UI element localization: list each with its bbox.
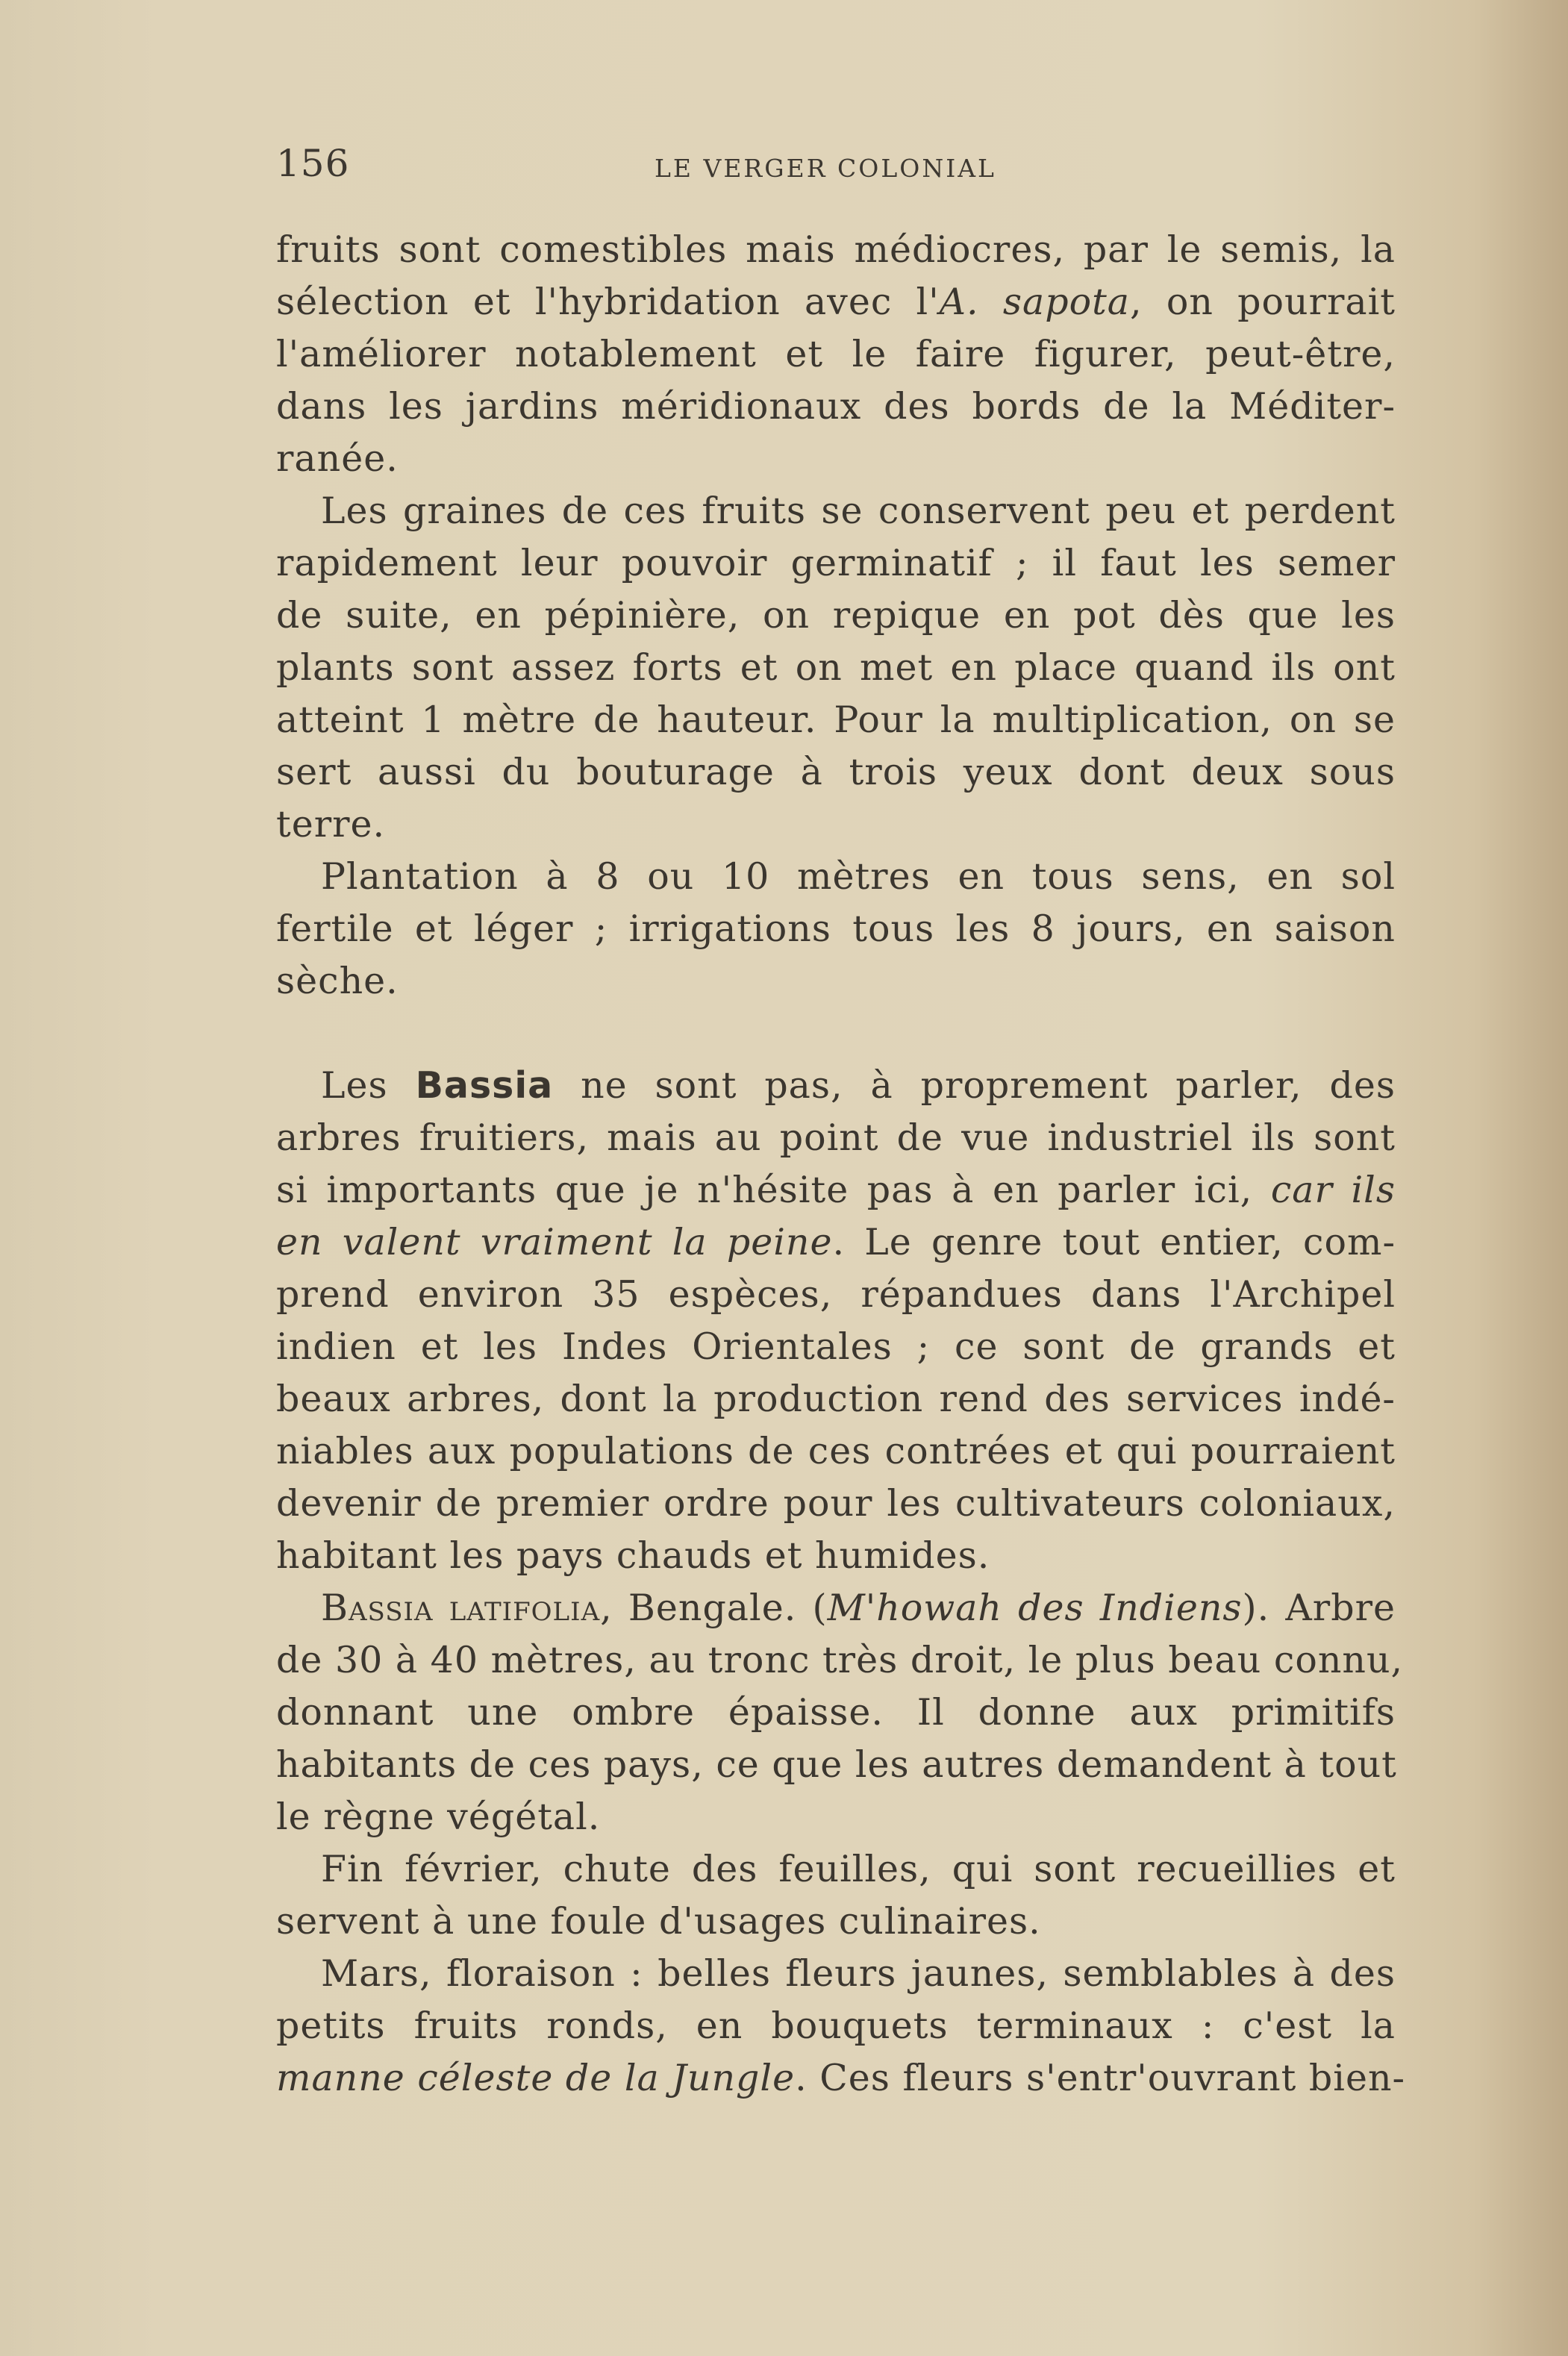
text-line: l'améliorer notablement et le faire figurer, peut-être, [276,333,1396,375]
text-line: beaux arbres, dont la production rend des services indé- [276,1378,1396,1420]
text-line: Les Bassia ne sont pas, à proprement parler, des [321,1064,1396,1107]
text-line: Fin février, chute des feuilles, qui sont recueillies et [321,1848,1396,1890]
page-number: 156 [276,142,350,185]
species-name: A. sapota [939,281,1131,323]
text-line: habitant les pays chauds et humides. [276,1534,990,1577]
text-line: sélection et l'hybridation avec l'A. sapota, on pourrait [276,281,1396,323]
text-line: habitants de ces pays, ce que les autres demandent à tout [276,1743,1397,1786]
text-line: terre. [276,803,386,846]
text-line: donnant une ombre épaisse. Il donne aux primitifs [276,1691,1396,1734]
text-line: sèche. [276,960,399,1002]
text-line: si importants que je n'hésite pas à en parler ici, car ils [276,1169,1396,1211]
text-line: de suite, en pépinière, on repique en pot dès que les [276,594,1396,637]
text-line: Plantation à 8 ou 10 mètres en tous sens, en sol [321,855,1396,898]
text-line: prend environ 35 espèces, répandues dans l'Archipel [276,1273,1396,1316]
text-line: dans les jardins méridionaux des bords de la Méditer- [276,385,1396,428]
page-header [276,142,1396,194]
text-line: rapidement leur pouvoir germinatif ; il faut les semer [276,542,1396,584]
text-line: ranée. [276,437,399,480]
text-line: petits fruits ronds, en bouquets terminaux : c'est la [276,2005,1396,2047]
text-line: sert aussi du bouturage à trois yeux dont deux sous [276,751,1396,793]
text-line: indien et les Indes Orientales ; ce sont de grands et [276,1325,1396,1368]
text-line: arbres fruitiers, mais au point de vue industriel ils sont [276,1116,1396,1159]
body-text [276,224,1406,2105]
text-line: niables aux populations de ces contrées et qui pourraient [276,1430,1396,1472]
text-line: de 30 à 40 mètres, au tronc très droit, le plus beau connu, [276,1639,1404,1681]
text-line: devenir de premier ordre pour les cultivateurs coloniaux, [276,1482,1396,1525]
text-line: en valent vraiment la peine. Le genre tout entier, com- [276,1221,1396,1263]
text-line: plants sont assez forts et on met en place quand ils ont [276,646,1396,689]
text-line: Bassia latifolia, Bengale. (M'howah des Indiens). Arbre [321,1587,1396,1629]
text-line: atteint 1 mètre de hauteur. Pour la multiplication, on se [276,699,1396,741]
text-line: Mars, floraison : belles fleurs jaunes, semblables à des [321,1952,1396,1995]
text-line: manne céleste de la Jungle. Ces fleurs s'entr'ouvrant bien- [276,2057,1406,2099]
section-gap [276,1007,1396,1060]
text-line: le règne végétal. [276,1796,601,1838]
text-line: fruits sont comestibles mais médiocres, par le semis, la [276,228,1396,271]
genus-name: Bassia [415,1064,554,1107]
species-heading: Bassia latifolia [321,1587,601,1629]
text-line: servent à une foule d'usages culinaires. [276,1900,1041,1943]
text-line: fertile et léger ; irrigations tous les 8 jours, en saison [276,907,1396,950]
running-title: LE VERGER COLONIAL [655,154,996,183]
text-line: Les graines de ces fruits se conservent peu et perdent [321,490,1396,532]
